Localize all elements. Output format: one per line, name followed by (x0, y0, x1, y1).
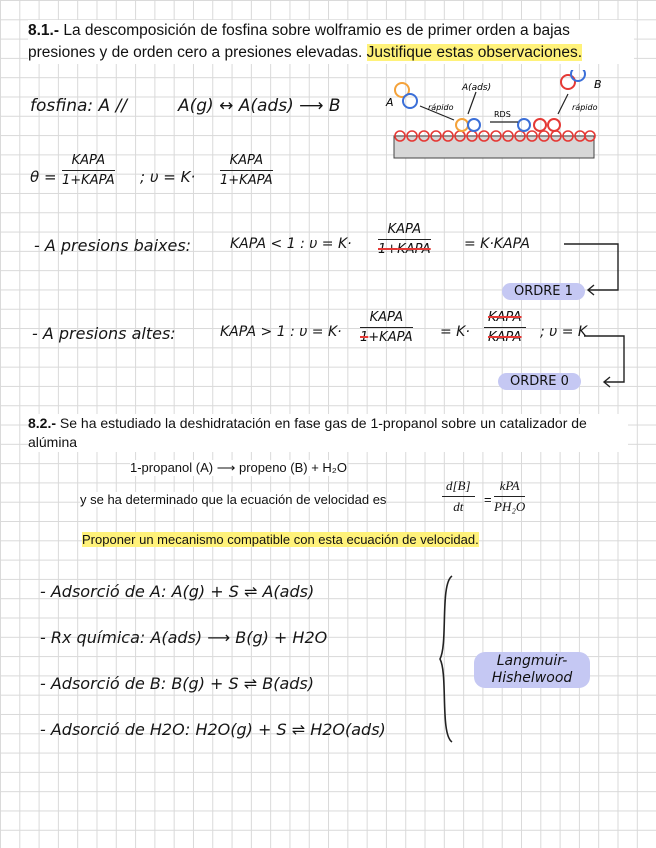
label-a: A (386, 96, 394, 109)
mechanism-step-2: - Rx química: A(ads) ⟶ B(g) + H2O (40, 628, 328, 647)
model-badge: Langmuir-Hishelwood (474, 652, 590, 688)
rate-lhs-numerator: d[B] (442, 478, 475, 497)
rate-rhs-numerator: kPA (494, 478, 525, 497)
rate-lhs-fraction (442, 478, 475, 515)
arrow-desorption (558, 94, 568, 114)
label-aads: A(ads) (462, 83, 492, 93)
high-numerator: KAPA (360, 310, 413, 328)
theta-label: θ = (30, 168, 57, 186)
mechanism-step-3: - Adsorció de B: B(g) + S ⇌ B(ads) (40, 674, 315, 693)
high-denominator-rest: +KAPA (368, 330, 413, 345)
rate-rhs-fraction (494, 478, 525, 515)
rate-equals: = (484, 492, 492, 507)
grouping-brace (436, 574, 456, 744)
high-pressure-fraction (360, 310, 413, 345)
theta-numerator: KAPA (62, 153, 115, 171)
theta-fraction (62, 153, 115, 188)
gas-a-blue (403, 94, 417, 108)
mechanism-step-4: - Adsorció de H2O: H2O(g) + S ⇌ H2O(ads) (40, 720, 386, 739)
high-denominator-2: KAPA (488, 330, 522, 345)
adsorption-diagram (380, 70, 620, 162)
high-pressure-label: - A presions altes: (32, 324, 176, 343)
high-numerator-2: KAPA (484, 310, 526, 328)
low-denominator-rest: KAPA (397, 242, 431, 257)
ads-red-1 (534, 119, 546, 131)
problem-8-1-highlight: Justifique estas observaciones. (366, 44, 583, 61)
rate-denominator: 1+KAPA (220, 173, 273, 188)
low-denominator (378, 240, 431, 257)
fosfina-label: fosfina: A // (30, 96, 128, 116)
rate-fraction (220, 153, 273, 188)
rate-lhs-denominator: dt (453, 499, 464, 514)
ads-red-2 (548, 119, 560, 131)
label-b: B (594, 78, 602, 91)
problem-8-1 (28, 20, 634, 64)
rate-rhs-denominator: PH₂O (494, 499, 526, 514)
order-1-badge: ORDRE 1 (502, 283, 585, 300)
problem-8-1-text: La descomposición de fosfina sobre wolframio es de primer orden a bajas presiones y de orden cero a presiones elevadas. (28, 22, 570, 61)
high-pressure-condition: KAPA > 1 : υ = K· (220, 324, 342, 340)
gas-b-blue (571, 70, 585, 81)
arrow-to-order-0 (580, 330, 630, 388)
low-denominator-struck: 1+ (378, 242, 398, 257)
problem-8-2-text: Se ha estudiado la deshidratación en fase gas de 1-propanol sobre un catalizador de alúmina (28, 415, 587, 450)
rate-intro: y se ha determinado que la ecuación de velocidad es (80, 492, 387, 507)
phosphine-reaction: A(g) ↔ A(ads) ⟶ B (178, 96, 341, 116)
arrow-aads (468, 92, 476, 114)
ads-orange (456, 119, 468, 131)
ads-blue-2 (518, 119, 530, 131)
problem-8-1-number: 8.1.- (28, 22, 60, 39)
high-denominator-struck: 1 (360, 330, 369, 345)
low-pressure-fraction (378, 222, 431, 257)
mechanism-step-1: - Adsorció de A: A(g) + S ⇌ A(ads) (40, 582, 315, 601)
order-0-badge: ORDRE 0 (498, 373, 581, 390)
label-rds: RDS (494, 110, 511, 119)
propanol-reaction: 1-propanol (A) ⟶ propeno (B) + H₂O (130, 460, 347, 475)
rate-label: ; υ = K· (140, 168, 196, 186)
high-pressure-equals: = K· (440, 324, 470, 340)
problem-8-2-number: 8.2.- (28, 415, 57, 431)
label-rapido-1: rápido (428, 103, 454, 112)
low-numerator: KAPA (378, 222, 431, 240)
low-pressure-condition: KAPA < 1 : υ = K· (230, 236, 352, 252)
ads-blue-1 (468, 119, 480, 131)
low-pressure-label: - A presions baixes: (34, 236, 192, 255)
high-pressure-fraction-2 (484, 310, 526, 345)
gas-b-red (561, 75, 575, 89)
propose-line (82, 532, 479, 547)
problem-8-2 (28, 414, 628, 452)
low-pressure-result: = K·KAPA (464, 236, 530, 252)
label-rapido-2: rápido (572, 103, 598, 112)
theta-denominator: 1+KAPA (62, 173, 115, 188)
high-denominator (360, 328, 413, 345)
high-pressure-result: ; υ = K (540, 324, 588, 340)
propose-text: Proponer un mecanismo compatible con esta ecuación de velocidad. (82, 532, 479, 547)
rate-numerator: KAPA (220, 153, 273, 171)
